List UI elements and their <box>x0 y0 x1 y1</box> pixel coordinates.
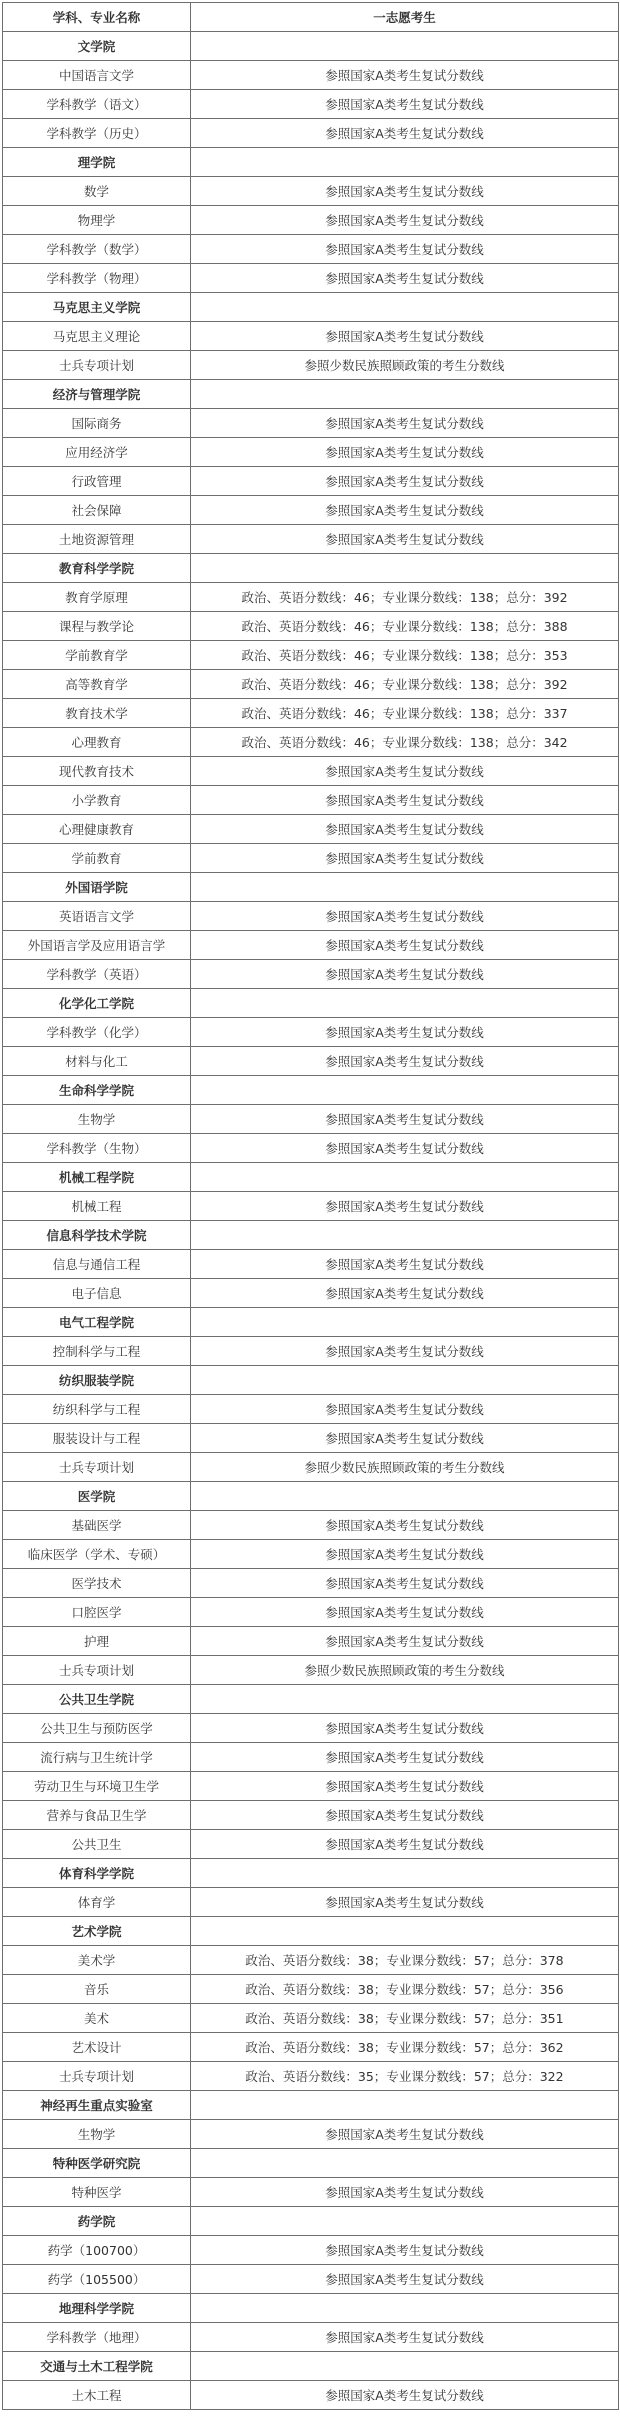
major-name: 士兵专项计划 <box>3 2062 191 2091</box>
table-row <box>3 496 619 525</box>
score-requirement: 参照国家A类考生复试分数线 <box>191 1047 619 1076</box>
school-name: 地理科学学院 <box>3 2294 191 2323</box>
table-row <box>3 1743 619 1772</box>
score-requirement: 参照少数民族照顾政策的考生分数线 <box>191 1656 619 1685</box>
score-requirement: 参照国家A类考生复试分数线 <box>191 2178 619 2207</box>
major-name: 材料与化工 <box>3 1047 191 1076</box>
table-row <box>3 670 619 699</box>
table-row <box>3 844 619 873</box>
score-requirement <box>191 1685 619 1714</box>
major-name: 数学 <box>3 177 191 206</box>
score-requirement: 参照国家A类考生复试分数线 <box>191 1250 619 1279</box>
school-row <box>3 2207 619 2236</box>
table-row <box>3 902 619 931</box>
major-name: 学科教学（生物） <box>3 1134 191 1163</box>
table-row <box>3 1569 619 1598</box>
score-requirement: 政治、英语分数线：38；专业课分数线：57；总分：351 <box>191 2004 619 2033</box>
table-row <box>3 119 619 148</box>
school-name: 特种医学研究院 <box>3 2149 191 2178</box>
score-requirement <box>191 32 619 61</box>
school-name: 信息科学技术学院 <box>3 1221 191 1250</box>
school-name: 医学院 <box>3 1482 191 1511</box>
major-name: 服装设计与工程 <box>3 1424 191 1453</box>
score-requirement <box>191 2294 619 2323</box>
score-requirement: 政治、英语分数线：38；专业课分数线：57；总分：378 <box>191 1946 619 1975</box>
major-name: 公共卫生与预防医学 <box>3 1714 191 1743</box>
score-requirement <box>191 1163 619 1192</box>
major-name: 纺织科学与工程 <box>3 1395 191 1424</box>
major-name: 教育学原理 <box>3 583 191 612</box>
score-requirement <box>191 1482 619 1511</box>
major-name: 体育学 <box>3 1888 191 1917</box>
score-requirement: 参照国家A类考生复试分数线 <box>191 844 619 873</box>
school-name: 马克思主义学院 <box>3 293 191 322</box>
major-name: 护理 <box>3 1627 191 1656</box>
score-requirement <box>191 1076 619 1105</box>
major-name: 学科教学（数学） <box>3 235 191 264</box>
score-requirement: 参照国家A类考生复试分数线 <box>191 1540 619 1569</box>
table-row <box>3 815 619 844</box>
score-requirement: 参照国家A类考生复试分数线 <box>191 2120 619 2149</box>
major-name: 教育技术学 <box>3 699 191 728</box>
table-row <box>3 525 619 554</box>
school-row <box>3 2294 619 2323</box>
score-requirement: 参照国家A类考生复试分数线 <box>191 438 619 467</box>
score-requirement: 参照国家A类考生复试分数线 <box>191 1134 619 1163</box>
table-row <box>3 931 619 960</box>
table-row <box>3 1830 619 1859</box>
table-row <box>3 2381 619 2410</box>
score-requirement: 参照国家A类考生复试分数线 <box>191 322 619 351</box>
table-body <box>3 32 619 2410</box>
table-row <box>3 322 619 351</box>
table-row <box>3 1047 619 1076</box>
school-row <box>3 1308 619 1337</box>
score-requirement <box>191 1366 619 1395</box>
score-table <box>2 2 619 2410</box>
table-row <box>3 1279 619 1308</box>
school-row <box>3 1221 619 1250</box>
score-requirement: 参照国家A类考生复试分数线 <box>191 2265 619 2294</box>
score-requirement: 参照国家A类考生复试分数线 <box>191 1801 619 1830</box>
score-requirement: 参照国家A类考生复试分数线 <box>191 61 619 90</box>
table-row <box>3 1801 619 1830</box>
score-requirement <box>191 1859 619 1888</box>
score-requirement: 参照国家A类考生复试分数线 <box>191 525 619 554</box>
table-row <box>3 1627 619 1656</box>
school-name: 体育科学学院 <box>3 1859 191 1888</box>
school-name: 生命科学学院 <box>3 1076 191 1105</box>
school-name: 教育科学学院 <box>3 554 191 583</box>
table-row <box>3 1192 619 1221</box>
major-name: 马克思主义理论 <box>3 322 191 351</box>
score-requirement: 参照国家A类考生复试分数线 <box>191 206 619 235</box>
school-row <box>3 293 619 322</box>
score-requirement: 参照国家A类考生复试分数线 <box>191 1772 619 1801</box>
table-row <box>3 699 619 728</box>
major-name: 学前教育学 <box>3 641 191 670</box>
school-name: 艺术学院 <box>3 1917 191 1946</box>
major-name: 流行病与卫生统计学 <box>3 1743 191 1772</box>
score-requirement <box>191 1221 619 1250</box>
table-row <box>3 1656 619 1685</box>
table-row <box>3 2265 619 2294</box>
school-row <box>3 2149 619 2178</box>
score-requirement: 参照国家A类考生复试分数线 <box>191 1395 619 1424</box>
major-name: 学科教学（地理） <box>3 2323 191 2352</box>
table-row <box>3 1772 619 1801</box>
school-row <box>3 380 619 409</box>
school-name: 化学化工学院 <box>3 989 191 1018</box>
table-row <box>3 264 619 293</box>
major-name: 美术学 <box>3 1946 191 1975</box>
score-requirement: 参照国家A类考生复试分数线 <box>191 177 619 206</box>
score-requirement: 政治、英语分数线：35；专业课分数线：57；总分：322 <box>191 2062 619 2091</box>
score-requirement: 参照国家A类考生复试分数线 <box>191 1743 619 1772</box>
score-requirement <box>191 1917 619 1946</box>
major-name: 课程与教学论 <box>3 612 191 641</box>
score-requirement <box>191 989 619 1018</box>
major-name: 信息与通信工程 <box>3 1250 191 1279</box>
score-requirement: 参照国家A类考生复试分数线 <box>191 902 619 931</box>
major-name: 药学（105500） <box>3 2265 191 2294</box>
score-requirement: 参照国家A类考生复试分数线 <box>191 1888 619 1917</box>
major-name: 学科教学（物理） <box>3 264 191 293</box>
major-name: 士兵专项计划 <box>3 1453 191 1482</box>
table-row <box>3 1888 619 1917</box>
score-requirement: 参照国家A类考生复试分数线 <box>191 409 619 438</box>
score-requirement: 政治、英语分数线：38；专业课分数线：57；总分：362 <box>191 2033 619 2062</box>
score-requirement <box>191 1308 619 1337</box>
score-requirement <box>191 380 619 409</box>
score-requirement <box>191 2352 619 2381</box>
table-row <box>3 2004 619 2033</box>
major-name: 现代教育技术 <box>3 757 191 786</box>
score-requirement: 参照国家A类考生复试分数线 <box>191 960 619 989</box>
score-requirement: 参照国家A类考生复试分数线 <box>191 2236 619 2265</box>
school-name: 交通与土木工程学院 <box>3 2352 191 2381</box>
table-row <box>3 1511 619 1540</box>
header-first-choice: 一志愿考生 <box>191 3 619 32</box>
school-name: 文学院 <box>3 32 191 61</box>
major-name: 学前教育 <box>3 844 191 873</box>
table-header-row <box>3 3 619 32</box>
table-row <box>3 2236 619 2265</box>
major-name: 公共卫生 <box>3 1830 191 1859</box>
score-requirement: 参照国家A类考生复试分数线 <box>191 757 619 786</box>
school-row <box>3 2352 619 2381</box>
major-name: 机械工程 <box>3 1192 191 1221</box>
score-requirement: 参照国家A类考生复试分数线 <box>191 1511 619 1540</box>
school-row <box>3 2091 619 2120</box>
table-row <box>3 235 619 264</box>
score-requirement: 政治、英语分数线：38；专业课分数线：57；总分：356 <box>191 1975 619 2004</box>
score-requirement: 政治、英语分数线：46；专业课分数线：138；总分：342 <box>191 728 619 757</box>
major-name: 学科教学（英语） <box>3 960 191 989</box>
school-name: 外国语学院 <box>3 873 191 902</box>
header-major-name: 学科、专业名称 <box>3 3 191 32</box>
major-name: 美术 <box>3 2004 191 2033</box>
table-row <box>3 1540 619 1569</box>
score-requirement <box>191 293 619 322</box>
major-name: 士兵专项计划 <box>3 351 191 380</box>
score-requirement: 参照国家A类考生复试分数线 <box>191 2323 619 2352</box>
table-row <box>3 757 619 786</box>
table-row <box>3 467 619 496</box>
major-name: 生物学 <box>3 2120 191 2149</box>
table-row <box>3 2120 619 2149</box>
score-requirement: 参照国家A类考生复试分数线 <box>191 1627 619 1656</box>
major-name: 医学技术 <box>3 1569 191 1598</box>
score-requirement <box>191 148 619 177</box>
table-row <box>3 206 619 235</box>
table-row <box>3 1424 619 1453</box>
score-requirement: 参照国家A类考生复试分数线 <box>191 815 619 844</box>
score-requirement: 政治、英语分数线：46；专业课分数线：138；总分：388 <box>191 612 619 641</box>
table-row <box>3 351 619 380</box>
major-name: 营养与食品卫生学 <box>3 1801 191 1830</box>
table-row <box>3 1714 619 1743</box>
school-row <box>3 1482 619 1511</box>
table-row <box>3 1453 619 1482</box>
school-row <box>3 148 619 177</box>
school-name: 纺织服装学院 <box>3 1366 191 1395</box>
school-name: 理学院 <box>3 148 191 177</box>
school-name: 神经再生重点实验室 <box>3 2091 191 2120</box>
major-name: 高等教育学 <box>3 670 191 699</box>
school-row <box>3 1685 619 1714</box>
score-requirement: 参照少数民族照顾政策的考生分数线 <box>191 1453 619 1482</box>
table-row <box>3 438 619 467</box>
score-requirement <box>191 2149 619 2178</box>
school-row <box>3 1859 619 1888</box>
score-requirement: 参照国家A类考生复试分数线 <box>191 1424 619 1453</box>
school-row <box>3 1366 619 1395</box>
table-row <box>3 786 619 815</box>
score-requirement: 参照国家A类考生复试分数线 <box>191 467 619 496</box>
major-name: 士兵专项计划 <box>3 1656 191 1685</box>
score-requirement: 参照国家A类考生复试分数线 <box>191 496 619 525</box>
score-requirement: 政治、英语分数线：46；专业课分数线：138；总分：392 <box>191 670 619 699</box>
score-requirement: 参照国家A类考生复试分数线 <box>191 1714 619 1743</box>
major-name: 小学教育 <box>3 786 191 815</box>
table-row <box>3 2178 619 2207</box>
score-requirement <box>191 873 619 902</box>
table-row <box>3 1337 619 1366</box>
score-requirement: 参照国家A类考生复试分数线 <box>191 90 619 119</box>
major-name: 中国语言文学 <box>3 61 191 90</box>
major-name: 心理教育 <box>3 728 191 757</box>
score-requirement <box>191 2207 619 2236</box>
table-row <box>3 612 619 641</box>
major-name: 英语语言文学 <box>3 902 191 931</box>
major-name: 国际商务 <box>3 409 191 438</box>
score-requirement <box>191 554 619 583</box>
school-name: 公共卫生学院 <box>3 1685 191 1714</box>
table-row <box>3 1598 619 1627</box>
major-name: 生物学 <box>3 1105 191 1134</box>
school-name: 机械工程学院 <box>3 1163 191 1192</box>
score-requirement: 参照少数民族照顾政策的考生分数线 <box>191 351 619 380</box>
score-requirement <box>191 2091 619 2120</box>
score-requirement: 参照国家A类考生复试分数线 <box>191 1337 619 1366</box>
table-row <box>3 2033 619 2062</box>
table-row <box>3 960 619 989</box>
major-name: 物理学 <box>3 206 191 235</box>
school-row <box>3 989 619 1018</box>
major-name: 控制科学与工程 <box>3 1337 191 1366</box>
score-requirement: 参照国家A类考生复试分数线 <box>191 931 619 960</box>
score-requirement: 参照国家A类考生复试分数线 <box>191 1192 619 1221</box>
table-row <box>3 641 619 670</box>
table-row <box>3 1395 619 1424</box>
school-row <box>3 32 619 61</box>
major-name: 学科教学（化学） <box>3 1018 191 1047</box>
score-requirement: 参照国家A类考生复试分数线 <box>191 786 619 815</box>
table-row <box>3 1946 619 1975</box>
major-name: 电子信息 <box>3 1279 191 1308</box>
table-row <box>3 1250 619 1279</box>
major-name: 特种医学 <box>3 2178 191 2207</box>
major-name: 音乐 <box>3 1975 191 2004</box>
major-name: 土地资源管理 <box>3 525 191 554</box>
table-row <box>3 1134 619 1163</box>
score-requirement: 参照国家A类考生复试分数线 <box>191 1569 619 1598</box>
table-row <box>3 90 619 119</box>
table-row <box>3 2323 619 2352</box>
score-requirement: 参照国家A类考生复试分数线 <box>191 1279 619 1308</box>
table-row <box>3 61 619 90</box>
major-name: 心理健康教育 <box>3 815 191 844</box>
score-requirement: 政治、英语分数线：46；专业课分数线：138；总分：392 <box>191 583 619 612</box>
score-requirement: 政治、英语分数线：46；专业课分数线：138；总分：337 <box>191 699 619 728</box>
table-row <box>3 583 619 612</box>
score-requirement: 参照国家A类考生复试分数线 <box>191 2381 619 2410</box>
score-requirement: 参照国家A类考生复试分数线 <box>191 1830 619 1859</box>
major-name: 艺术设计 <box>3 2033 191 2062</box>
major-name: 应用经济学 <box>3 438 191 467</box>
major-name: 口腔医学 <box>3 1598 191 1627</box>
major-name: 劳动卫生与环境卫生学 <box>3 1772 191 1801</box>
major-name: 行政管理 <box>3 467 191 496</box>
table-row <box>3 177 619 206</box>
school-name: 经济与管理学院 <box>3 380 191 409</box>
major-name: 外国语言学及应用语言学 <box>3 931 191 960</box>
school-row <box>3 873 619 902</box>
score-requirement: 参照国家A类考生复试分数线 <box>191 1018 619 1047</box>
score-requirement: 参照国家A类考生复试分数线 <box>191 1105 619 1134</box>
score-requirement: 参照国家A类考生复试分数线 <box>191 119 619 148</box>
table-row <box>3 1018 619 1047</box>
school-row <box>3 1917 619 1946</box>
major-name: 药学（100700） <box>3 2236 191 2265</box>
table-row <box>3 1975 619 2004</box>
major-name: 临床医学（学术、专硕） <box>3 1540 191 1569</box>
score-requirement: 参照国家A类考生复试分数线 <box>191 264 619 293</box>
table-row <box>3 409 619 438</box>
major-name: 社会保障 <box>3 496 191 525</box>
major-name: 基础医学 <box>3 1511 191 1540</box>
school-row <box>3 1076 619 1105</box>
school-row <box>3 554 619 583</box>
major-name: 土木工程 <box>3 2381 191 2410</box>
table-row <box>3 728 619 757</box>
score-requirement: 政治、英语分数线：46；专业课分数线：138；总分：353 <box>191 641 619 670</box>
school-name: 药学院 <box>3 2207 191 2236</box>
table-row <box>3 2062 619 2091</box>
school-name: 电气工程学院 <box>3 1308 191 1337</box>
major-name: 学科教学（语文） <box>3 90 191 119</box>
school-row <box>3 1163 619 1192</box>
score-requirement: 参照国家A类考生复试分数线 <box>191 1598 619 1627</box>
major-name: 学科教学（历史） <box>3 119 191 148</box>
table-row <box>3 1105 619 1134</box>
score-requirement: 参照国家A类考生复试分数线 <box>191 235 619 264</box>
